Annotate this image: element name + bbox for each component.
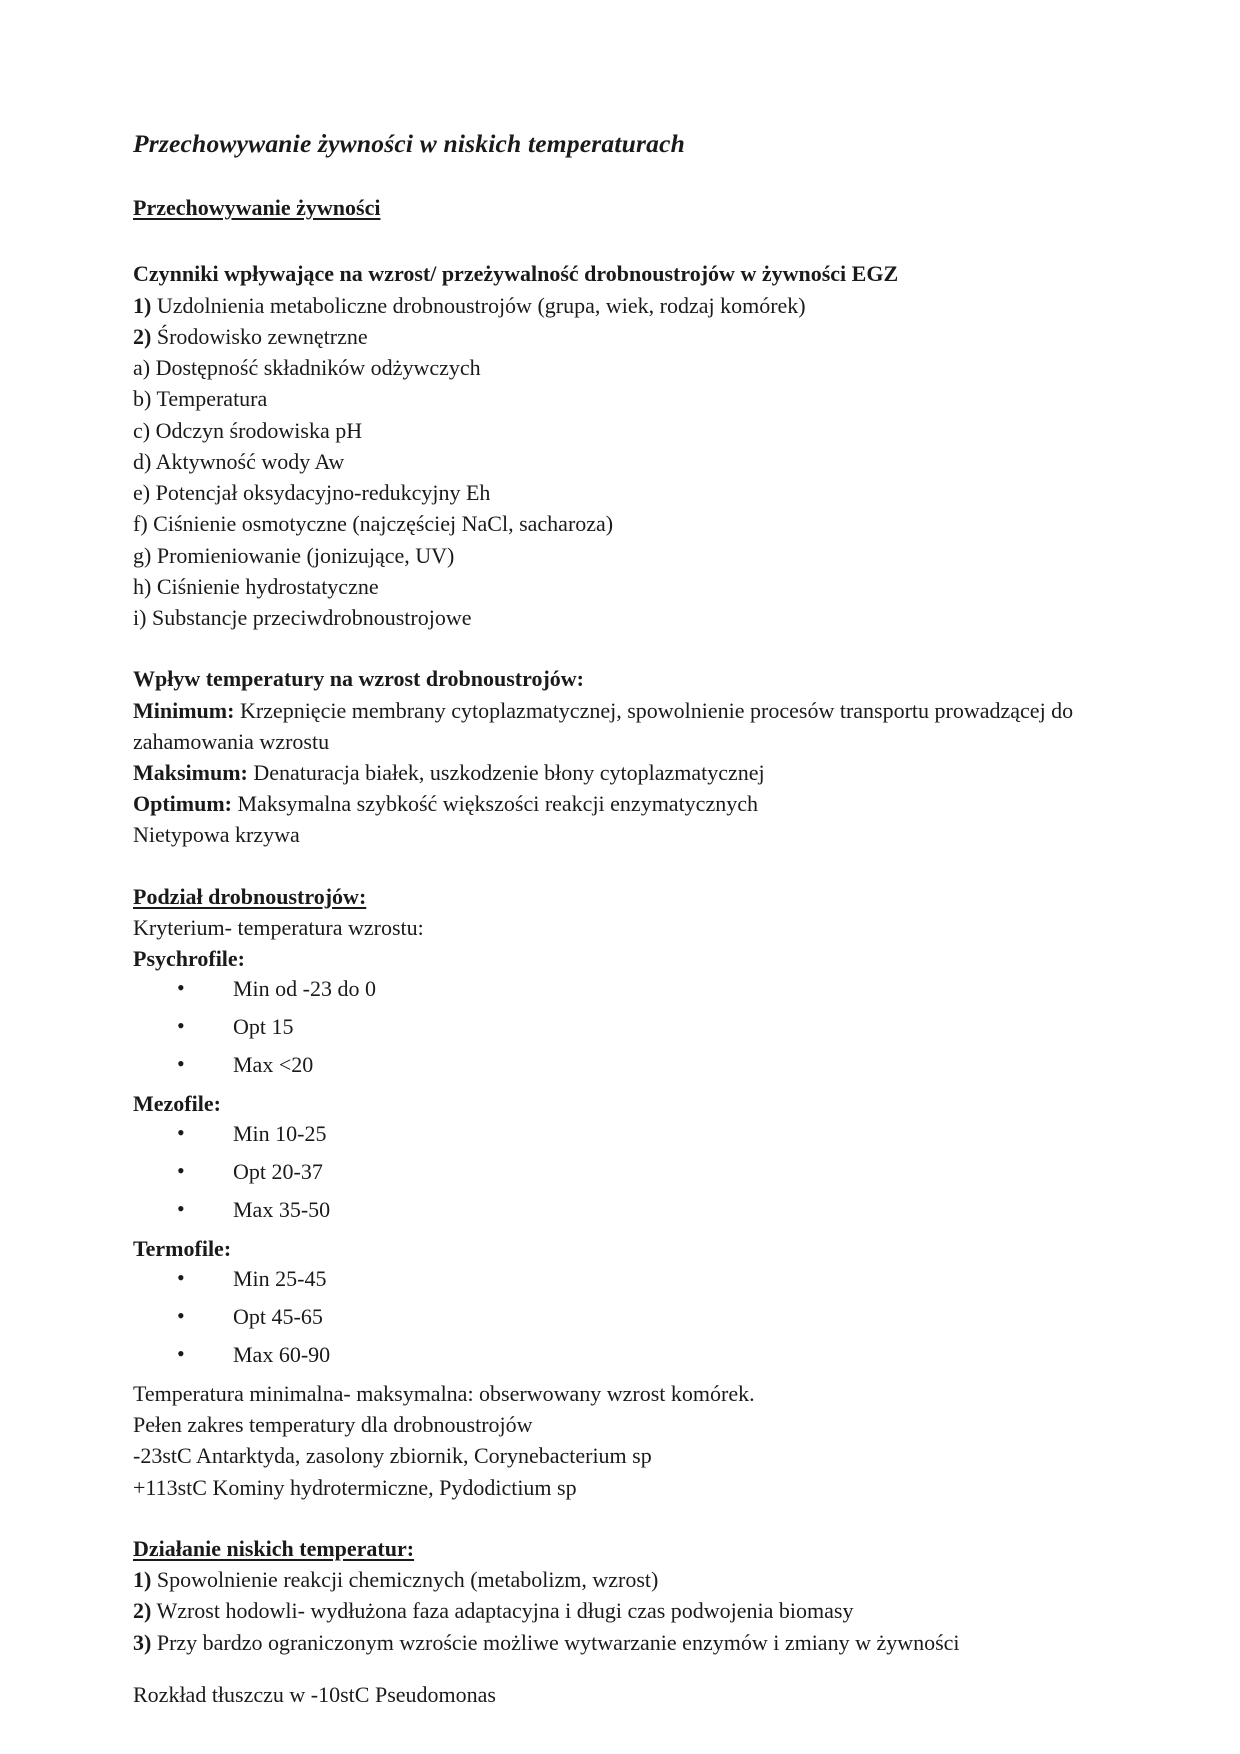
list-item: • Opt 15	[133, 1012, 1090, 1042]
list-item	[133, 508, 1090, 539]
low-temperature-heading-label: Działanie niskich temperatur:	[133, 1535, 415, 1561]
group-values-psychrofile	[133, 974, 1090, 1080]
temperature-maksimum-text: Denaturacja białek, uszkodzenie błony cytoplazmatycznej	[253, 759, 765, 785]
classification-note: +113stC Kominy hydrotermiczne, Pydodictium sp	[133, 1474, 577, 1500]
classification-heading	[133, 881, 1090, 912]
list-marker: e)	[133, 480, 151, 506]
list-marker: h)	[133, 573, 152, 599]
temperature-minimum	[133, 695, 1090, 757]
list-text: Promieniowanie (jonizujące, UV)	[156, 542, 455, 568]
list-text: Odczyn środowiska pH	[155, 417, 363, 443]
temperature-maksimum	[133, 757, 1090, 788]
list-text: Substancje przeciwdrobnoustrojowe	[151, 605, 472, 631]
list-item	[133, 290, 1090, 321]
list-item	[133, 352, 1090, 383]
list-text: Temperatura	[156, 386, 268, 412]
closing-note: Rozkład tłuszczu w -10stC Pseudomonas	[133, 1681, 496, 1707]
group-values-mezofile	[133, 1119, 1090, 1225]
list-item	[133, 1564, 1090, 1595]
list-marker: 2)	[133, 323, 152, 349]
list-item	[133, 571, 1090, 602]
list-marker: 1)	[133, 292, 152, 318]
list-text: Ciśnienie hydrostatyczne	[156, 573, 379, 599]
list-item: • Opt 20-37	[133, 1157, 1090, 1187]
temperature-effect-section	[133, 663, 1090, 850]
list-text: Dostępność składników odżywczych	[155, 355, 481, 381]
list-text: Spowolnienie reakcji chemicznych (metabolizm, wzrost)	[156, 1567, 659, 1593]
list-text: Przy bardzo ograniczonym wzroście możliwe wytwarzanie enzymów i zmiany w żywności	[156, 1629, 960, 1655]
temperature-optimum	[133, 788, 1090, 819]
temperature-optimum-label: Optimum:	[133, 791, 232, 817]
list-marker: c)	[133, 417, 151, 443]
list-text: Aktywność wody Aw	[155, 448, 345, 474]
classification-note: -23stC Antarktyda, zasolony zbiornik, Corynebacterium sp	[133, 1443, 652, 1469]
factors-section	[133, 258, 1090, 633]
list-item: • Max 35-50	[133, 1195, 1090, 1225]
list-marker: 1)	[133, 1567, 152, 1593]
classification-heading-label: Podział drobnoustrojów:	[133, 883, 367, 909]
list-item	[133, 321, 1090, 352]
list-item	[133, 540, 1090, 571]
list-text: Potencjał oksydacyjno-redukcyjny Eh	[155, 480, 491, 506]
page-title: Przechowywanie żywności w niskich temperaturach	[133, 129, 686, 158]
list-marker: f)	[133, 511, 148, 537]
list-item: • Min od -23 do 0	[133, 974, 1090, 1004]
list-item	[133, 383, 1090, 414]
list-marker: a)	[133, 355, 151, 381]
temperature-effect-heading: Wpływ temperatury na wzrost drobnoustrojów:	[133, 666, 584, 692]
temperature-minimum-text: Krzepnięcie membrany cytoplazmatycznej, spowolnienie procesów transportu prowadzącej do zahamowania wzrostu	[133, 697, 1074, 754]
list-text: Ciśnienie osmotyczne (najczęściej NaCl, sacharoza)	[153, 511, 614, 537]
list-item	[133, 477, 1090, 508]
list-item	[133, 1595, 1090, 1626]
section-heading-storage-label: Przechowywanie żywności	[133, 194, 381, 220]
list-item: • Opt 45-65	[133, 1302, 1090, 1332]
classification-criterion: Kryterium- temperatura wzrostu:	[133, 914, 424, 940]
temperature-maksimum-label: Maksimum:	[133, 759, 248, 785]
list-item: • Min 10-25	[133, 1119, 1090, 1149]
list-item: • Max 60-90	[133, 1340, 1090, 1370]
group-values-termofile	[133, 1264, 1090, 1370]
temperature-minimum-label: Minimum:	[133, 697, 235, 723]
list-marker: d)	[133, 448, 152, 474]
list-marker: 2)	[133, 1598, 152, 1624]
list-item	[133, 446, 1090, 477]
list-text: Uzdolnienia metaboliczne drobnoustrojów (grupa, wiek, rodzaj komórek)	[156, 292, 806, 318]
classification-note: Temperatura minimalna- maksymalna: obserwowany wzrost komórek.	[133, 1381, 755, 1407]
low-temperature-section	[133, 1533, 1090, 1710]
low-temperature-heading	[133, 1533, 1090, 1564]
section-heading-storage	[133, 194, 1090, 259]
classification-section	[133, 881, 1090, 1503]
temperature-optimum-text: Maksymalna szybkość większości reakcji enzymatycznych	[237, 791, 758, 817]
group-name-termofile: Termofile:	[133, 1236, 232, 1262]
classification-note: Pełen zakres temperatury dla drobnoustrojów	[133, 1412, 533, 1438]
list-item: • Min 25-45	[133, 1264, 1090, 1294]
group-name-mezofile: Mezofile:	[133, 1091, 221, 1117]
list-item: • Max <20	[133, 1050, 1090, 1080]
list-marker: g)	[133, 542, 152, 568]
list-marker: b)	[133, 386, 152, 412]
factors-heading: Czynniki wpływające na wzrost/ przeżywalność drobnoustrojów w żywności EGZ	[133, 261, 899, 287]
temperature-note: Nietypowa krzywa	[133, 822, 300, 848]
list-item	[133, 602, 1090, 633]
list-text: Wzrost hodowli- wydłużona faza adaptacyjna i długi czas podwojenia biomasy	[156, 1598, 854, 1624]
list-marker: 3)	[133, 1629, 152, 1655]
group-name-psychrofile: Psychrofile:	[133, 946, 246, 972]
list-marker: i)	[133, 605, 147, 631]
list-text: Środowisko zewnętrzne	[156, 323, 368, 349]
list-item	[133, 415, 1090, 446]
list-item	[133, 1627, 1090, 1658]
